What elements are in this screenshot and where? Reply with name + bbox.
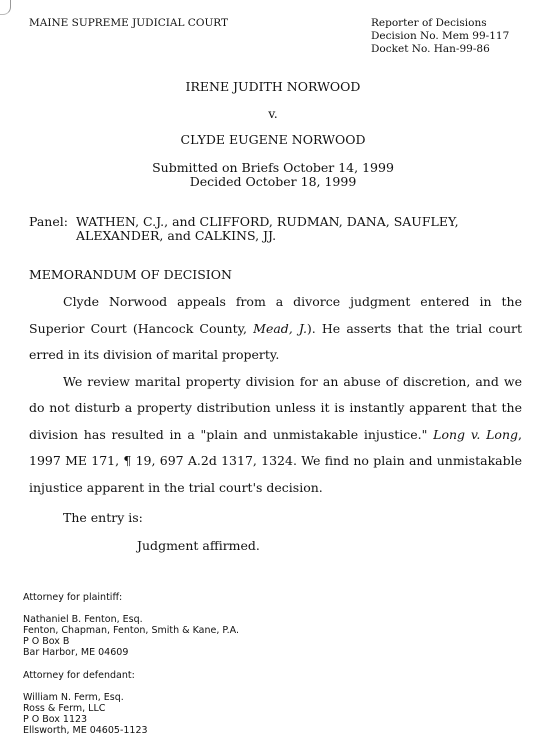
plaintiff-name: IRENE JUDITH NORWOOD — [185, 79, 361, 94]
plaintiff-attorney-line: P O Box B — [23, 636, 70, 647]
panel-line-2: ALEXANDER, and CALKINS, JJ. — [76, 228, 277, 243]
judge-name: Mead, J. — [253, 320, 307, 336]
judgment: Judgment affirmed. — [137, 538, 260, 553]
decision-number: Decision No. Mem 99-117 — [371, 30, 510, 42]
defendant-attorney-line: Ross & Ferm, LLC — [23, 703, 106, 714]
versus: v. — [268, 106, 278, 121]
defendant-name: CLYDE EUGENE NORWOOD — [180, 132, 366, 147]
submitted-date: Submitted on Briefs October 14, 1999 — [152, 160, 394, 175]
defendant-attorney-line: William N. Ferm, Esq. — [23, 692, 124, 703]
memorandum-body — [29, 289, 522, 501]
panel-label: Panel: — [29, 214, 68, 229]
defendant-attorney-line: Ellsworth, ME 04605-1123 — [23, 725, 148, 736]
plaintiff-attorney-line: Fenton, Chapman, Fenton, Smith & Kane, P.A. — [23, 625, 239, 636]
plaintiff-attorney-line: Bar Harbor, ME 04609 — [23, 647, 129, 658]
panel-line-1: WATHEN, C.J., and CLIFFORD, RUDMAN, DANA, SAUFLEY, — [76, 214, 459, 229]
case-citation: Long v. Long — [433, 426, 519, 442]
plaintiff-attorney-line: Nathaniel B. Fenton, Esq. — [23, 614, 143, 625]
staple-mark — [0, 0, 11, 15]
docket-number: Docket No. Han-99-86 — [371, 43, 490, 55]
court-name: MAINE SUPREME JUDICIAL COURT — [29, 17, 229, 29]
reporter-of-decisions: Reporter of Decisions — [371, 17, 487, 29]
entry-line: The entry is: — [63, 510, 143, 525]
paragraph-1: Clyde Norwood appeals from a divorce judgment entered in the Superior Court (Hancock County, Mead, J.). He asserts that the trial court erred in its division of marital property. — [29, 294, 523, 362]
paragraph-2: We review marital property division for an abuse of discretion, and we do not disturb a property distribution unless it is instantly apparent that the division has resulted in a "plain and unmistakable injustice." Long v. Long, 1997 ME 171, ¶ 19, 697 A.2d 1317, 1324. We find no plain and unmistakable injustice apparent in the trial court's decision. — [29, 373, 522, 495]
decided-date: Decided October 18, 1999 — [189, 174, 357, 189]
defendant-attorney-line: P O Box 1123 — [23, 714, 88, 725]
memorandum-heading: MEMORANDUM OF DECISION — [29, 267, 232, 282]
defendant-attorney-heading: Attorney for defendant: — [23, 670, 135, 681]
plaintiff-attorney-heading: Attorney for plaintiff: — [23, 592, 123, 603]
